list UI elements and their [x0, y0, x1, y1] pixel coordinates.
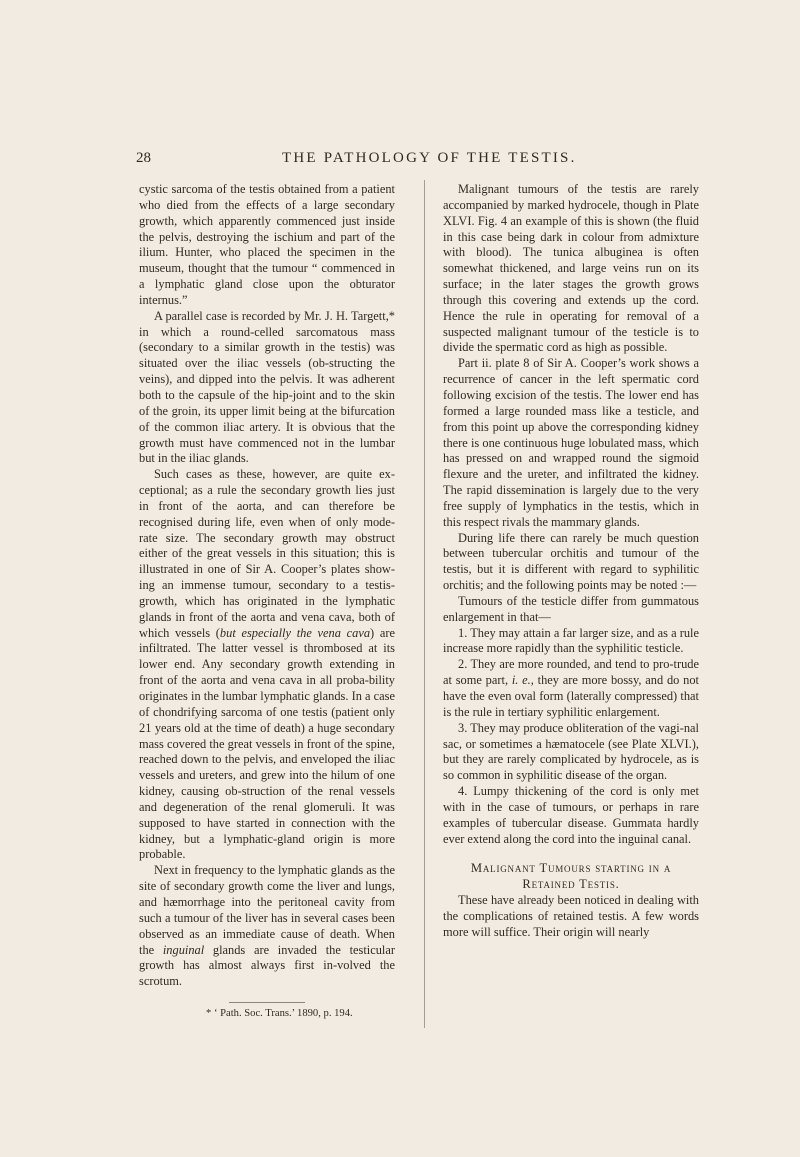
- text-run: 2. They are more rounded, and tend to pro-trude at some part,: [443, 657, 699, 688]
- text-run: Next in frequency to the lymphatic glands as the site of secondary growth come the liver and lungs, and hæmorrhage into the peritoneal cavity from such a tumour of the liver has in several cases been observed as an immediate cause of death. When the: [139, 863, 395, 957]
- right-paragraph-2: Part ii. plate 8 of Sir A. Cooper’s work shows a recurrence of cancer in the left spermatic cord following excision of the testis. The lower end has formed a large rounded mass like a testicle, and from this point up above the corresponding kidney there is one continuous huge lobulated mass, which has pressed on and wrapped round the sigmoid flexure and the ureter, and infiltrated the kidney. The rapid dissemination is largely due to the very free supply of lymphatics in the testis, which in this respect rivals the mammary glands.: [443, 356, 699, 529]
- column-divider: [424, 180, 425, 1028]
- right-paragraph-5: These have already been noticed in dealing with the complications of retained testis. A few words more will suffice. Their origin will nearly: [443, 893, 699, 939]
- right-paragraph-3: During life there can rarely be much question between tubercular orchitis and tumour of the testis, but it is different with regard to syphilitic orchitis; and the following points may be noted :—: [443, 530, 699, 593]
- page-number: 28: [136, 150, 151, 166]
- left-paragraph-3: [139, 467, 395, 863]
- right-column: [443, 182, 699, 941]
- italic-text: inguinal: [162, 942, 205, 957]
- list-item-2: [443, 657, 699, 720]
- list-item-1: 1. They may attain a far larger size, and as a rule increase more rapidly than the syphilitic testicle.: [443, 625, 699, 656]
- right-paragraph-1: Malignant tumours of the testis are rarely accompanied by marked hydrocele, though in Plate XLVI. Fig. 4 an example of this is shown (the fluid in this case being dark in colour from admixture with blood). The tunica albuginea is often somewhat thickened, and large veins run on its surface; in the later stages the growth grows through this covering and extends up the cord. Hence the rule in operating for removal of a suspected malignant tumour of the testicle is to divide the spermatic cord as high as possible.: [443, 182, 699, 355]
- running-head: [136, 150, 674, 170]
- text-run: Such cases as these, however, are quite ex-ceptional; as a rule the secondary growth lies just in front of the aorta, and can therefore be recognised during life, even when of only mode-rate size. The secondary growth may obstruct either of the great vessels in this situation; this is illustrated in one of Sir A. Cooper’s plates show-ing an immense tumour, secondary to a testis-growth, which has originated in the lymphatic glands in front of the aorta and vena cava, both of which vessels (: [139, 467, 395, 640]
- footnote: * ‘ Path. Soc. Trans.’ 1890, p. 194.: [206, 1008, 353, 1019]
- italic-text: i. e.,: [511, 673, 534, 688]
- list-item-4: 4. Lumpy thickening of the cord is only met with in the case of tumours, or perhaps in rare examples of tubercular disease. Gummata hardly ever extend along the cord into the inguinal canal.: [443, 784, 699, 846]
- footnote-rule: [229, 1002, 305, 1003]
- left-column: [139, 182, 395, 990]
- text-run: they are more bossy, and do not have the even oval form (laterally compressed) that is the rule in tertiary syphilitic enlargement.: [443, 673, 699, 719]
- left-paragraph-4: [139, 863, 395, 990]
- left-paragraph-2: A parallel case is recorded by Mr. J. H. Targett,* in which a round-celled sarcomatous mass (secondary to a similar growth in the testis) was situated over the iliac vessels (ob-structing the veins), and dipped into the pelvis. It was adherent both to the capsule of the hip-joint and to the skin of the groin, its upper limit being at the bifurcation of the common iliac artery. It is obvious that the growth must have commenced not in the lumbar but in the iliac glands.: [139, 308, 395, 466]
- section-heading: Malignant Tumours starting in a Retained Testis.: [470, 861, 672, 892]
- italic-text: but especially the vena cava: [219, 625, 371, 640]
- right-paragraph-4: Tumours of the testicle differ from gummatous enlargement in that—: [443, 593, 699, 624]
- list-item-3: 3. They may produce obliteration of the vagi-nal sac, or sometimes a hæmatocele (see Plate XLVI.), but they are rarely complicated by hydrocele, as is so common in syphilitic disease of the organ.: [443, 720, 699, 783]
- text-run: ) are infiltrated. The latter vessel is thrombosed at its lower end. Any secondary growth extending in front of the aorta and vena cava in all proba-bility originates in the lumbar lymphatic glands. In a case of chondrifying sarcoma of one testis (patient only 21 years old at the time of death) a huge secondary mass covered the great vessels in front of the spine, reached down to the pelvis, and enveloped the iliac vessels and ureters, and grew into the hilum of one kidney, causing ob-struction of the renal vessels and degeneration of the renal glomeruli. It was supposed to have started in connection with the kidney, but a lymphatic-gland origin is more probable.: [139, 625, 395, 862]
- running-title: THE PATHOLOGY OF THE TESTIS.: [282, 150, 577, 166]
- text-run: glands are invaded the testicular growth has almost always first in-volved the scrotum.: [139, 942, 395, 989]
- left-paragraph-1: cystic sarcoma of the testis obtained from a patient who died from the effects of a large secondary growth, which apparently commenced just inside the pelvis, destroying the ischium and part of the ilium. Hunter, who placed the specimen in the museum, thought that the tumour “ commenced in a lymphatic gland close upon the obturator internus.”: [139, 182, 395, 307]
